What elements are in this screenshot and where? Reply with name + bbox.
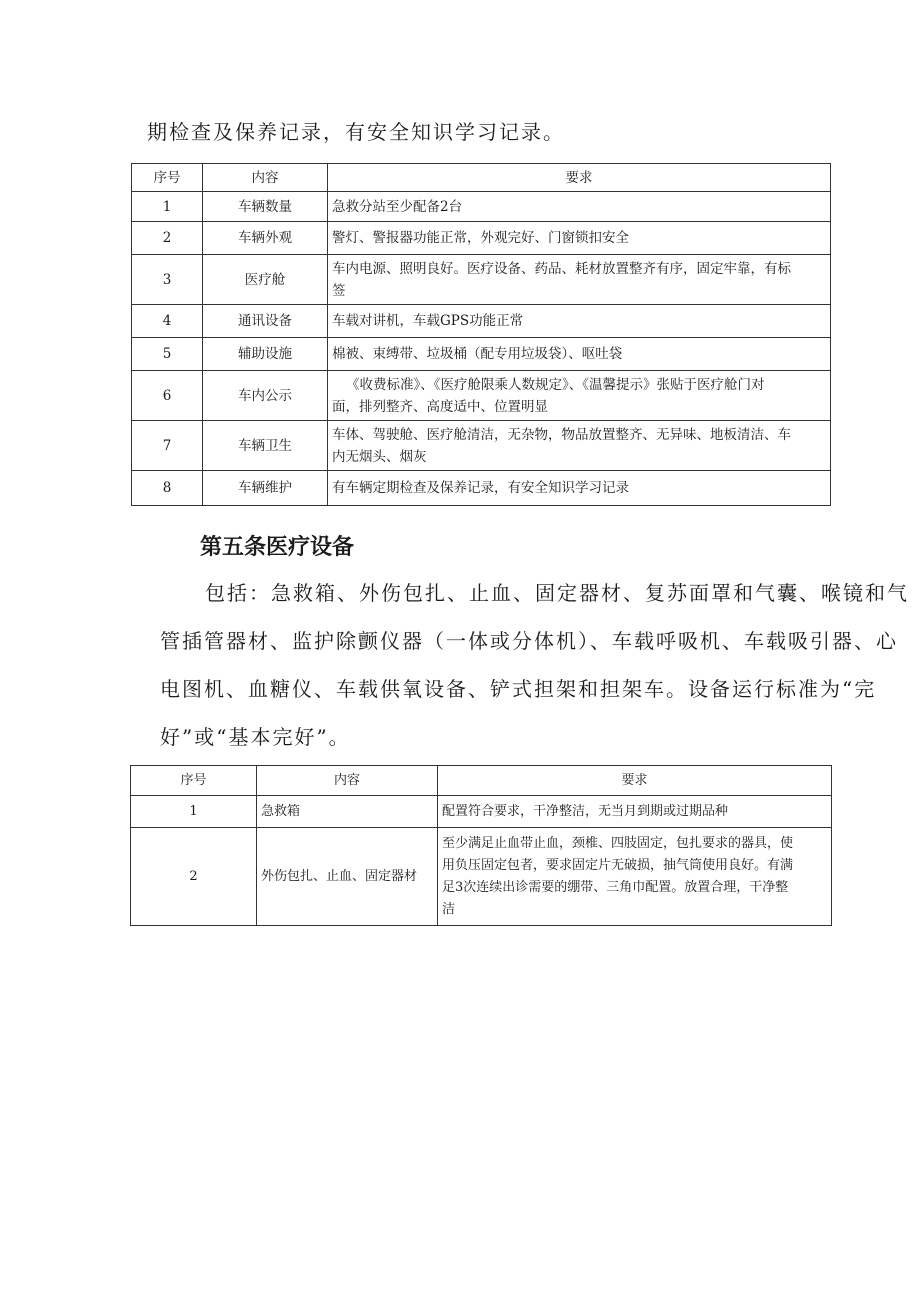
row-requirement	[438, 796, 832, 828]
requirement-line: 《收费标准》、《医疗舱限乘人数规定》、《温馨提示》张贴于医疗舱门对	[346, 376, 765, 393]
row-requirement	[438, 828, 832, 926]
row-requirement	[328, 421, 831, 471]
paragraph-line: 管插管器材、监护除颤仪器（一体或分体机）、车载呼吸机、车载吸引器、心	[160, 629, 898, 653]
requirement-line: 面，排列整齐、高度适中、位置明显	[332, 398, 548, 415]
requirement-line: 车体、驾驶舱、医疗舱清洁，无杂物，物品放置整齐、无异味、地板清洁、车	[332, 426, 791, 443]
section-title: 第五条医疗设备	[200, 535, 355, 560]
row-content: 急救箱	[257, 796, 438, 828]
row-content: 车辆卫生	[203, 421, 328, 471]
requirement-line: 配置符合要求，干净整洁，无当月到期或过期品种	[442, 803, 729, 819]
row-no: 1	[131, 796, 257, 828]
requirement-line: 至少满足止血带止血，颈椎、四肢固定，包扎要求的器具，使	[442, 835, 794, 851]
header-requirement: 要求	[328, 164, 831, 192]
row-requirement: 警灯、警报器功能正常，外观完好、门窗锁扣安全	[328, 222, 831, 255]
row-requirement: 急救分站至少配备2台	[328, 192, 831, 222]
row-no: 2	[132, 222, 203, 255]
row-requirement	[328, 255, 831, 305]
row-no: 7	[132, 421, 203, 471]
table-row	[131, 828, 832, 926]
row-no: 6	[132, 371, 203, 421]
table-row	[132, 371, 831, 421]
header-no: 序号	[132, 164, 203, 192]
row-requirement	[328, 371, 831, 421]
row-content: 通讯设备	[203, 305, 328, 338]
requirement-line: 洁	[442, 901, 456, 917]
requirement-line: 用负压固定包者，要求固定片无破损，抽气筒使用良好。有满	[442, 857, 794, 873]
row-requirement: 棉被、束缚带、垃圾桶（配专用垃圾袋）、呕吐袋	[328, 338, 831, 371]
row-no: 3	[132, 255, 203, 305]
row-content: 辅助设施	[203, 338, 328, 371]
requirement-line: 内无烟头、烟灰	[332, 448, 427, 465]
row-no: 4	[132, 305, 203, 338]
header-requirement: 要求	[438, 766, 832, 796]
table-row	[132, 305, 831, 338]
table-row	[132, 471, 831, 506]
paragraph-line: 电图机、血糖仪、车载供氧设备、铲式担架和担架车。设备运行标准为“完	[160, 677, 877, 701]
table-row	[132, 192, 831, 222]
table-row	[132, 222, 831, 255]
table-header-row	[131, 766, 832, 796]
table-row	[131, 796, 832, 828]
header-content: 内容	[203, 164, 328, 192]
table-row	[132, 338, 831, 371]
requirement-line: 车内电源、照明良好。医疗设备、药品、耗材放置整齐有序，固定牢靠，有标	[332, 260, 791, 277]
table-header-row	[132, 164, 831, 192]
intro-line: 期检查及保养记录，有安全知识学习记录。	[147, 120, 565, 144]
row-content: 车辆数量	[203, 192, 328, 222]
requirement-line: 足3次连续出诊需要的绷带、三角巾配置。放置合理，干净整	[442, 879, 789, 895]
row-requirement: 有车辆定期检查及保养记录，有安全知识学习记录	[328, 471, 831, 506]
row-no: 1	[132, 192, 203, 222]
row-no: 5	[132, 338, 203, 371]
row-content: 外伤包扎、止血、固定器材	[257, 828, 438, 926]
row-no: 2	[131, 828, 257, 926]
row-content: 车内公示	[203, 371, 328, 421]
table-row	[132, 255, 831, 305]
equipment-requirements-table	[130, 765, 832, 926]
header-no: 序号	[131, 766, 257, 796]
paragraph-line: 好”或“基本完好”。	[160, 725, 351, 749]
row-content: 医疗舱	[203, 255, 328, 305]
row-requirement: 车载对讲机，车载GPS功能正常	[328, 305, 831, 338]
paragraph-line: 包括：急救箱、外伤包扎、止血、固定器材、复苏面罩和气囊、喉镜和气	[205, 581, 909, 605]
row-no: 8	[132, 471, 203, 506]
row-content: 车辆维护	[203, 471, 328, 506]
vehicle-requirements-table	[131, 163, 831, 506]
table-row	[132, 421, 831, 471]
row-content: 车辆外观	[203, 222, 328, 255]
requirement-line: 签	[332, 282, 346, 299]
header-content: 内容	[257, 766, 438, 796]
